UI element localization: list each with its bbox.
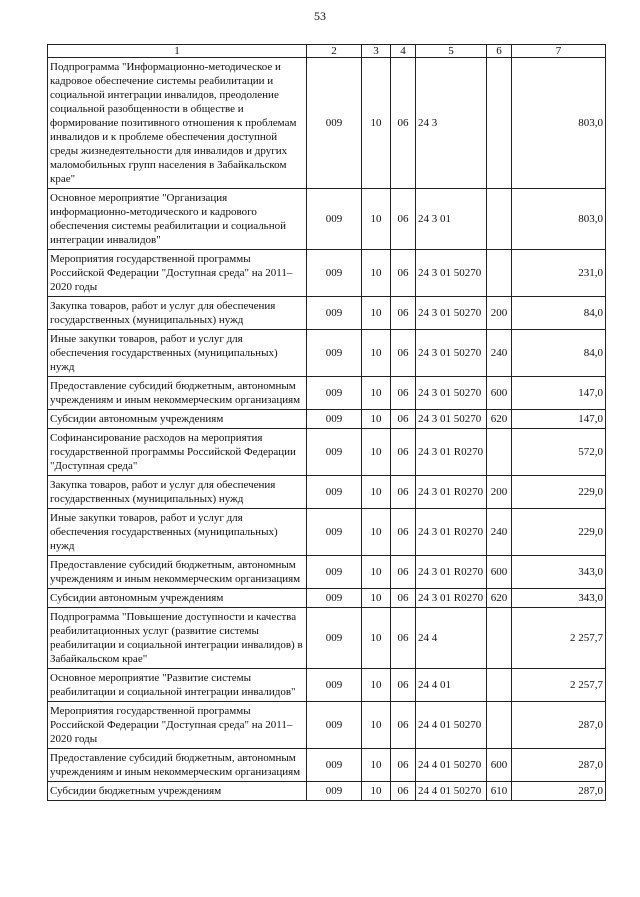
table-row — [48, 749, 606, 782]
row-section-cell: 10 — [362, 330, 391, 377]
row-target-cell: 24 3 01 R0270 — [416, 476, 487, 509]
row-code-cell: 009 — [307, 702, 362, 749]
row-target-cell: 24 4 01 50270 — [416, 749, 487, 782]
row-section-cell: 10 — [362, 429, 391, 476]
row-name-cell: Субсидии автономным учреждениям — [48, 589, 307, 608]
row-subsection-cell: 06 — [391, 509, 416, 556]
row-subsection-cell: 06 — [391, 669, 416, 702]
row-code-cell: 009 — [307, 410, 362, 429]
row-type-cell: 200 — [487, 297, 512, 330]
row-amount-cell: 343,0 — [512, 589, 606, 608]
row-name-cell: Предоставление субсидий бюджетным, автономным учреждениям и иным некоммерческим организациям — [48, 749, 307, 782]
row-section-cell: 10 — [362, 58, 391, 189]
row-target-cell: 24 4 01 50270 — [416, 702, 487, 749]
table-row — [48, 250, 606, 297]
row-code-cell: 009 — [307, 509, 362, 556]
table-row — [48, 556, 606, 589]
row-target-cell: 24 3 01 50270 — [416, 250, 487, 297]
row-subsection-cell: 06 — [391, 702, 416, 749]
row-subsection-cell: 06 — [391, 429, 416, 476]
row-target-cell: 24 3 01 50270 — [416, 410, 487, 429]
table-row — [48, 589, 606, 608]
row-amount-cell: 803,0 — [512, 58, 606, 189]
row-code-cell: 009 — [307, 556, 362, 589]
row-name-cell: Мероприятия государственной программы Российской Федерации "Доступная среда" на 2011–2020 годы — [48, 702, 307, 749]
row-target-cell: 24 3 01 R0270 — [416, 556, 487, 589]
row-name-cell: Субсидии бюджетным учреждениям — [48, 782, 307, 801]
row-section-cell: 10 — [362, 749, 391, 782]
table-row — [48, 669, 606, 702]
row-type-cell: 620 — [487, 589, 512, 608]
row-name-cell: Закупка товаров, работ и услуг для обеспечения государственных (муниципальных) нужд — [48, 297, 307, 330]
row-name-cell: Предоставление субсидий бюджетным, автономным учреждениям и иным некоммерческим организациям — [48, 556, 307, 589]
row-subsection-cell: 06 — [391, 476, 416, 509]
row-target-cell: 24 4 — [416, 608, 487, 669]
header-cell: 1 — [48, 45, 307, 58]
row-section-cell: 10 — [362, 250, 391, 297]
header-cell: 4 — [391, 45, 416, 58]
row-type-cell — [487, 189, 512, 250]
row-target-cell: 24 3 01 R0270 — [416, 589, 487, 608]
row-name-cell: Основное мероприятие "Развитие системы реабилитации и социальной интеграции инвалидов" — [48, 669, 307, 702]
row-target-cell: 24 3 01 R0270 — [416, 429, 487, 476]
row-section-cell: 10 — [362, 608, 391, 669]
table-row — [48, 702, 606, 749]
row-section-cell: 10 — [362, 476, 391, 509]
row-type-cell — [487, 250, 512, 297]
header-cell: 7 — [512, 45, 606, 58]
row-subsection-cell: 06 — [391, 330, 416, 377]
row-amount-cell: 287,0 — [512, 702, 606, 749]
row-target-cell: 24 3 01 R0270 — [416, 509, 487, 556]
table-row — [48, 429, 606, 476]
row-name-cell: Иные закупки товаров, работ и услуг для обеспечения государственных (муниципальных) нужд — [48, 330, 307, 377]
row-target-cell: 24 3 01 50270 — [416, 297, 487, 330]
header-cell: 2 — [307, 45, 362, 58]
row-section-cell: 10 — [362, 297, 391, 330]
row-amount-cell: 84,0 — [512, 330, 606, 377]
row-subsection-cell: 06 — [391, 782, 416, 801]
row-type-cell — [487, 669, 512, 702]
row-section-cell: 10 — [362, 410, 391, 429]
table-row — [48, 782, 606, 801]
row-section-cell: 10 — [362, 782, 391, 801]
row-target-cell: 24 3 — [416, 58, 487, 189]
row-subsection-cell: 06 — [391, 58, 416, 189]
row-target-cell: 24 3 01 — [416, 189, 487, 250]
row-name-cell: Основное мероприятие "Организация информационно-методического и кадрового обеспечения системы реабилитации и социальной интеграции инвалидов" — [48, 189, 307, 250]
row-code-cell: 009 — [307, 297, 362, 330]
row-subsection-cell: 06 — [391, 377, 416, 410]
row-target-cell: 24 4 01 — [416, 669, 487, 702]
row-name-cell: Иные закупки товаров, работ и услуг для обеспечения государственных (муниципальных) нужд — [48, 509, 307, 556]
row-code-cell: 009 — [307, 476, 362, 509]
header-row — [48, 45, 606, 58]
row-name-cell: Подпрограмма "Повышение доступности и качества реабилитационных услуг (развитие системы реабилитации и социальной интеграции инвалидов) в Забайкальском крае" — [48, 608, 307, 669]
row-subsection-cell: 06 — [391, 250, 416, 297]
row-type-cell — [487, 702, 512, 749]
header-cell: 5 — [416, 45, 487, 58]
row-amount-cell: 229,0 — [512, 509, 606, 556]
row-amount-cell: 287,0 — [512, 749, 606, 782]
row-type-cell: 600 — [487, 749, 512, 782]
row-type-cell: 620 — [487, 410, 512, 429]
row-code-cell: 009 — [307, 589, 362, 608]
row-section-cell: 10 — [362, 669, 391, 702]
row-type-cell: 240 — [487, 509, 512, 556]
row-subsection-cell: 06 — [391, 749, 416, 782]
row-code-cell: 009 — [307, 429, 362, 476]
row-subsection-cell: 06 — [391, 410, 416, 429]
row-name-cell: Субсидии автономным учреждениям — [48, 410, 307, 429]
row-subsection-cell: 06 — [391, 297, 416, 330]
row-code-cell: 009 — [307, 58, 362, 189]
row-name-cell: Предоставление субсидий бюджетным, автономным учреждениям и иным некоммерческим организациям — [48, 377, 307, 410]
row-amount-cell: 2 257,7 — [512, 669, 606, 702]
row-type-cell — [487, 608, 512, 669]
row-section-cell: 10 — [362, 556, 391, 589]
row-section-cell: 10 — [362, 509, 391, 556]
row-target-cell: 24 3 01 50270 — [416, 377, 487, 410]
row-amount-cell: 803,0 — [512, 189, 606, 250]
row-amount-cell: 2 257,7 — [512, 608, 606, 669]
row-type-cell: 610 — [487, 782, 512, 801]
row-type-cell — [487, 58, 512, 189]
row-code-cell: 009 — [307, 669, 362, 702]
row-amount-cell: 84,0 — [512, 297, 606, 330]
row-name-cell: Подпрограмма "Информационно-методическое и кадровое обеспечение системы реабилитации и социальной интеграции инвалидов, преодоление социальной разобщенности в обществе и формирование позитивного отношения к проблемам инвалидов и к проблеме обеспечения доступной среды жизнедеятельности для инвалидов и других маломобильных групп населения в Забайкальском крае" — [48, 58, 307, 189]
table-row — [48, 509, 606, 556]
row-target-cell: 24 4 01 50270 — [416, 782, 487, 801]
row-type-cell — [487, 429, 512, 476]
row-type-cell: 600 — [487, 556, 512, 589]
row-name-cell: Закупка товаров, работ и услуг для обеспечения государственных (муниципальных) нужд — [48, 476, 307, 509]
table-row — [48, 297, 606, 330]
row-subsection-cell: 06 — [391, 589, 416, 608]
row-amount-cell: 147,0 — [512, 377, 606, 410]
row-type-cell: 240 — [487, 330, 512, 377]
row-code-cell: 009 — [307, 330, 362, 377]
row-code-cell: 009 — [307, 189, 362, 250]
table-row — [48, 410, 606, 429]
row-subsection-cell: 06 — [391, 608, 416, 669]
row-type-cell: 200 — [487, 476, 512, 509]
budget-table — [47, 44, 606, 801]
row-subsection-cell: 06 — [391, 556, 416, 589]
header-cell: 6 — [487, 45, 512, 58]
row-amount-cell: 343,0 — [512, 556, 606, 589]
page-number: 53 — [314, 9, 326, 23]
row-code-cell: 009 — [307, 749, 362, 782]
row-name-cell: Мероприятия государственной программы Российской Федерации "Доступная среда" на 2011–2020 годы — [48, 250, 307, 297]
row-amount-cell: 572,0 — [512, 429, 606, 476]
table-row — [48, 189, 606, 250]
row-section-cell: 10 — [362, 377, 391, 410]
row-amount-cell: 231,0 — [512, 250, 606, 297]
header-cell: 3 — [362, 45, 391, 58]
row-amount-cell: 287,0 — [512, 782, 606, 801]
row-code-cell: 009 — [307, 377, 362, 410]
row-section-cell: 10 — [362, 589, 391, 608]
table-body — [48, 58, 606, 801]
table-row — [48, 330, 606, 377]
table-row — [48, 377, 606, 410]
table-row — [48, 58, 606, 189]
row-section-cell: 10 — [362, 702, 391, 749]
row-section-cell: 10 — [362, 189, 391, 250]
row-code-cell: 009 — [307, 250, 362, 297]
row-subsection-cell: 06 — [391, 189, 416, 250]
row-amount-cell: 147,0 — [512, 410, 606, 429]
row-target-cell: 24 3 01 50270 — [416, 330, 487, 377]
table-row — [48, 608, 606, 669]
row-code-cell: 009 — [307, 608, 362, 669]
row-type-cell: 600 — [487, 377, 512, 410]
table-row — [48, 476, 606, 509]
row-amount-cell: 229,0 — [512, 476, 606, 509]
row-name-cell: Софинансирование расходов на мероприятия государственной программы Российской Федерации "Доступная среда" — [48, 429, 307, 476]
row-code-cell: 009 — [307, 782, 362, 801]
